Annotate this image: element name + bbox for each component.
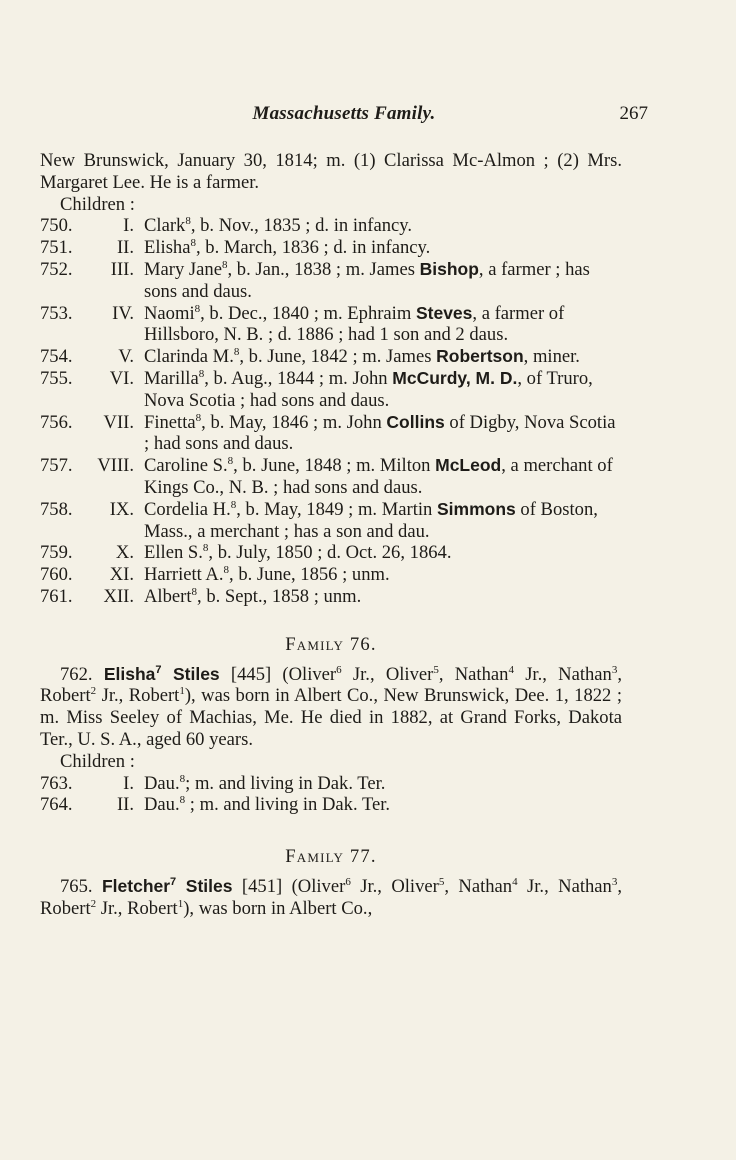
spouse-surname: Steves	[415, 302, 473, 323]
page-body	[40, 150, 622, 920]
child-entry	[40, 259, 622, 303]
spouse-surname: Robertson	[436, 346, 524, 367]
spouse-surname: McLeod	[435, 455, 502, 476]
generation-number: 3	[611, 875, 618, 888]
child-entry	[40, 455, 622, 499]
entry-number: 759.	[40, 542, 73, 564]
page-number: 267	[619, 103, 648, 124]
entry-text: , b. Aug., 1844 ; m. John	[204, 367, 393, 389]
child-name: Ellen S.	[144, 542, 203, 564]
roman-numeral: VIII.	[97, 455, 134, 477]
family-76-heading: Family 76.	[285, 633, 377, 655]
generation-number: 1	[179, 685, 185, 698]
entry-text: , b. Nov., 1835 ; d. in infancy.	[190, 215, 413, 237]
generation-number: 8	[190, 237, 196, 249]
person-name: Fletcher$^7$ Stiles	[101, 875, 233, 896]
entry-text: , b. March, 1836 ; d. in infancy.	[195, 237, 431, 259]
generation-number: 8	[191, 585, 198, 598]
entry-text: , b. May, 1849 ; m. Martin	[236, 498, 437, 520]
entry-text: ; m. and living in Dak. Ter.	[185, 772, 386, 794]
reference: [451] (Oliver	[232, 875, 346, 897]
entry-number: 763.	[40, 772, 73, 794]
generation-number: 2	[90, 897, 97, 910]
intro-paragraph: New Brunswick, January 30, 1814; m. (1) Clarissa Mc-Almon ; (2) Mrs. Margaret Lee. He is a farmer.	[40, 150, 622, 193]
generation-number: 8	[223, 563, 230, 576]
entry-text: , a farmer of Hillsboro, N. B. ; d. 1886 ; had 1 son and 2 daus.	[144, 302, 565, 346]
roman-numeral: V.	[118, 346, 134, 368]
entry-number: 761.	[40, 585, 73, 607]
generation-number: 3	[611, 663, 618, 676]
child-name: Marilla	[144, 367, 199, 389]
family-77-heading: Family 77.	[285, 846, 377, 868]
generation-number: 4	[508, 663, 514, 676]
roman-numeral: II.	[116, 237, 134, 259]
child-name: Mary Jane	[144, 258, 222, 280]
entry-text: , b. Sept., 1858 ; unm.	[197, 585, 362, 607]
family-76-paragraph	[40, 664, 622, 751]
child-entry	[40, 412, 622, 456]
entry-text: , b. Jan., 1838 ; m. James	[227, 258, 420, 280]
entry-number: 751.	[40, 237, 73, 259]
entry-text: , b. June, 1842 ; m. James	[239, 346, 437, 368]
generation-number: 8	[227, 454, 234, 467]
roman-numeral: XI.	[109, 564, 134, 586]
lineage-segment: Jr., Nathan	[517, 875, 612, 897]
lineage-segment: Jr., Nathan	[513, 663, 612, 685]
entry-number: 752.	[40, 258, 73, 280]
entry-number: 764.	[40, 794, 73, 816]
entry-text: ; m. and living in Dak. Ter.	[185, 794, 391, 816]
roman-numeral: VII.	[103, 411, 134, 433]
roman-numeral: III.	[110, 258, 134, 280]
spouse-surname: McCurdy, M. D.	[392, 367, 518, 388]
entry-text: , a merchant of Kings Co., N. B. ; had sons and daus.	[144, 455, 613, 498]
child-entry	[40, 586, 622, 608]
running-header	[40, 103, 648, 133]
lineage-segment: Jr., Oliver	[350, 875, 439, 897]
generation-number: 8	[230, 498, 237, 511]
spouse-surname: Collins	[386, 411, 445, 432]
lineage-segment: ), was born in Albert Co., New Brunswick, Dee. 1, 1822 ; m. Miss Seeley of Machias, Me. He died in 1882, at Grand Forks, Dakota Ter., U. S. A., aged 60 years.	[40, 685, 622, 750]
family-77-paragraph	[40, 876, 622, 920]
generation-number: 8	[221, 258, 228, 271]
generation-number: 6	[336, 663, 342, 676]
roman-numeral: XII.	[103, 585, 134, 607]
lineage-segment: , Nathan	[444, 875, 513, 897]
entry-text: , b. May, 1846 ; m. John	[201, 411, 387, 433]
child-entry	[40, 303, 622, 347]
lineage-segment: ), was born in Albert Co.,	[183, 897, 373, 919]
generation-number: 8	[179, 794, 186, 807]
generation-number: 5	[438, 875, 445, 888]
children-label: Children :	[60, 750, 135, 772]
entry-number: 756.	[40, 411, 73, 433]
child-entry	[40, 773, 622, 795]
child-name: Caroline S.	[144, 455, 228, 477]
roman-numeral: IV.	[112, 302, 134, 324]
child-name: Harriett A.	[144, 564, 224, 586]
roman-numeral: VI.	[109, 367, 134, 389]
entry-text: , b. June, 1848 ; m. Milton	[233, 455, 436, 477]
entry-text: of Digby, Nova Scotia ; had sons and daus.	[144, 411, 616, 455]
child-entry	[40, 794, 622, 816]
child-entry	[40, 368, 622, 412]
child-name: Clarinda M.	[144, 346, 234, 368]
child-name: Finetta	[144, 411, 196, 433]
child-name: Cordelia H.	[144, 498, 231, 520]
lineage-segment: , Robert	[40, 663, 622, 707]
entry-text: , b. Dec., 1840 ; m. Ephraim	[200, 302, 416, 324]
entry-text: , of Truro, Nova Scotia ; had sons and daus.	[144, 367, 593, 411]
children-list	[40, 215, 622, 607]
generation-number: 8	[195, 411, 202, 424]
generation-number: 8	[202, 542, 209, 555]
spouse-surname: Simmons	[436, 498, 516, 519]
entry-text: , a farmer ; has sons and daus.	[144, 258, 590, 302]
entry-number: 758.	[40, 498, 73, 520]
entry-number: 753.	[40, 302, 73, 324]
running-title: Massachusetts Family.	[252, 103, 436, 124]
entry-text: of Boston, Mass., a merchant ; has a son and dau.	[144, 498, 598, 542]
reference: [445] (Oliver	[219, 663, 337, 685]
lineage-segment: , Robert	[40, 875, 622, 919]
roman-numeral: X.	[115, 542, 134, 564]
roman-numeral: II.	[116, 794, 134, 816]
entry-number: 757.	[40, 455, 73, 477]
roman-numeral: I.	[123, 772, 134, 794]
person-name: Elisha$^7$ Stiles	[103, 663, 220, 684]
generation-number: 8	[233, 345, 240, 358]
child-entry	[40, 237, 622, 259]
lineage-segment: , Nathan	[438, 663, 509, 685]
roman-numeral: I.	[123, 215, 134, 237]
generation-number: 8	[198, 367, 205, 380]
entry-number: 760.	[40, 564, 73, 586]
child-name: Dau.	[144, 794, 180, 816]
child-entry	[40, 564, 622, 586]
generation-number: 1	[177, 897, 184, 910]
entry-number: 765.	[60, 875, 93, 897]
generation-number: 5	[433, 663, 439, 676]
children-list	[40, 773, 622, 817]
entry-number: 755.	[40, 367, 73, 389]
generation-number: 8	[185, 215, 191, 228]
children-label: Children :	[60, 193, 135, 215]
child-name: Elisha	[144, 237, 191, 259]
generation-number: 2	[90, 685, 97, 698]
child-name: Dau.	[144, 772, 180, 794]
spouse-surname: Bishop	[419, 258, 479, 279]
entry-number: 762.	[60, 663, 93, 685]
lineage-segment: Jr., Robert	[96, 897, 178, 919]
entry-text: , b. June, 1856 ; unm.	[229, 564, 390, 586]
lineage-segment: Jr., Oliver	[341, 663, 434, 685]
entry-text: , miner.	[523, 346, 580, 368]
generation-number: 6	[345, 875, 351, 888]
child-entry	[40, 542, 622, 564]
roman-numeral: IX.	[109, 498, 134, 520]
child-entry	[40, 499, 622, 543]
generation-number: 8	[194, 302, 201, 315]
generation-number: 8	[179, 772, 186, 785]
entry-number: 754.	[40, 346, 73, 368]
child-entry	[40, 346, 622, 368]
entry-text: , b. July, 1850 ; d. Oct. 26, 1864.	[208, 542, 452, 564]
entry-number: 750.	[40, 215, 73, 237]
generation-number: 4	[512, 875, 518, 888]
lineage-segment: Jr., Robert	[96, 685, 180, 707]
child-name: Naomi	[144, 302, 195, 324]
child-name: Albert	[144, 585, 192, 607]
child-entry	[40, 215, 622, 237]
child-name: Clark	[144, 215, 186, 237]
